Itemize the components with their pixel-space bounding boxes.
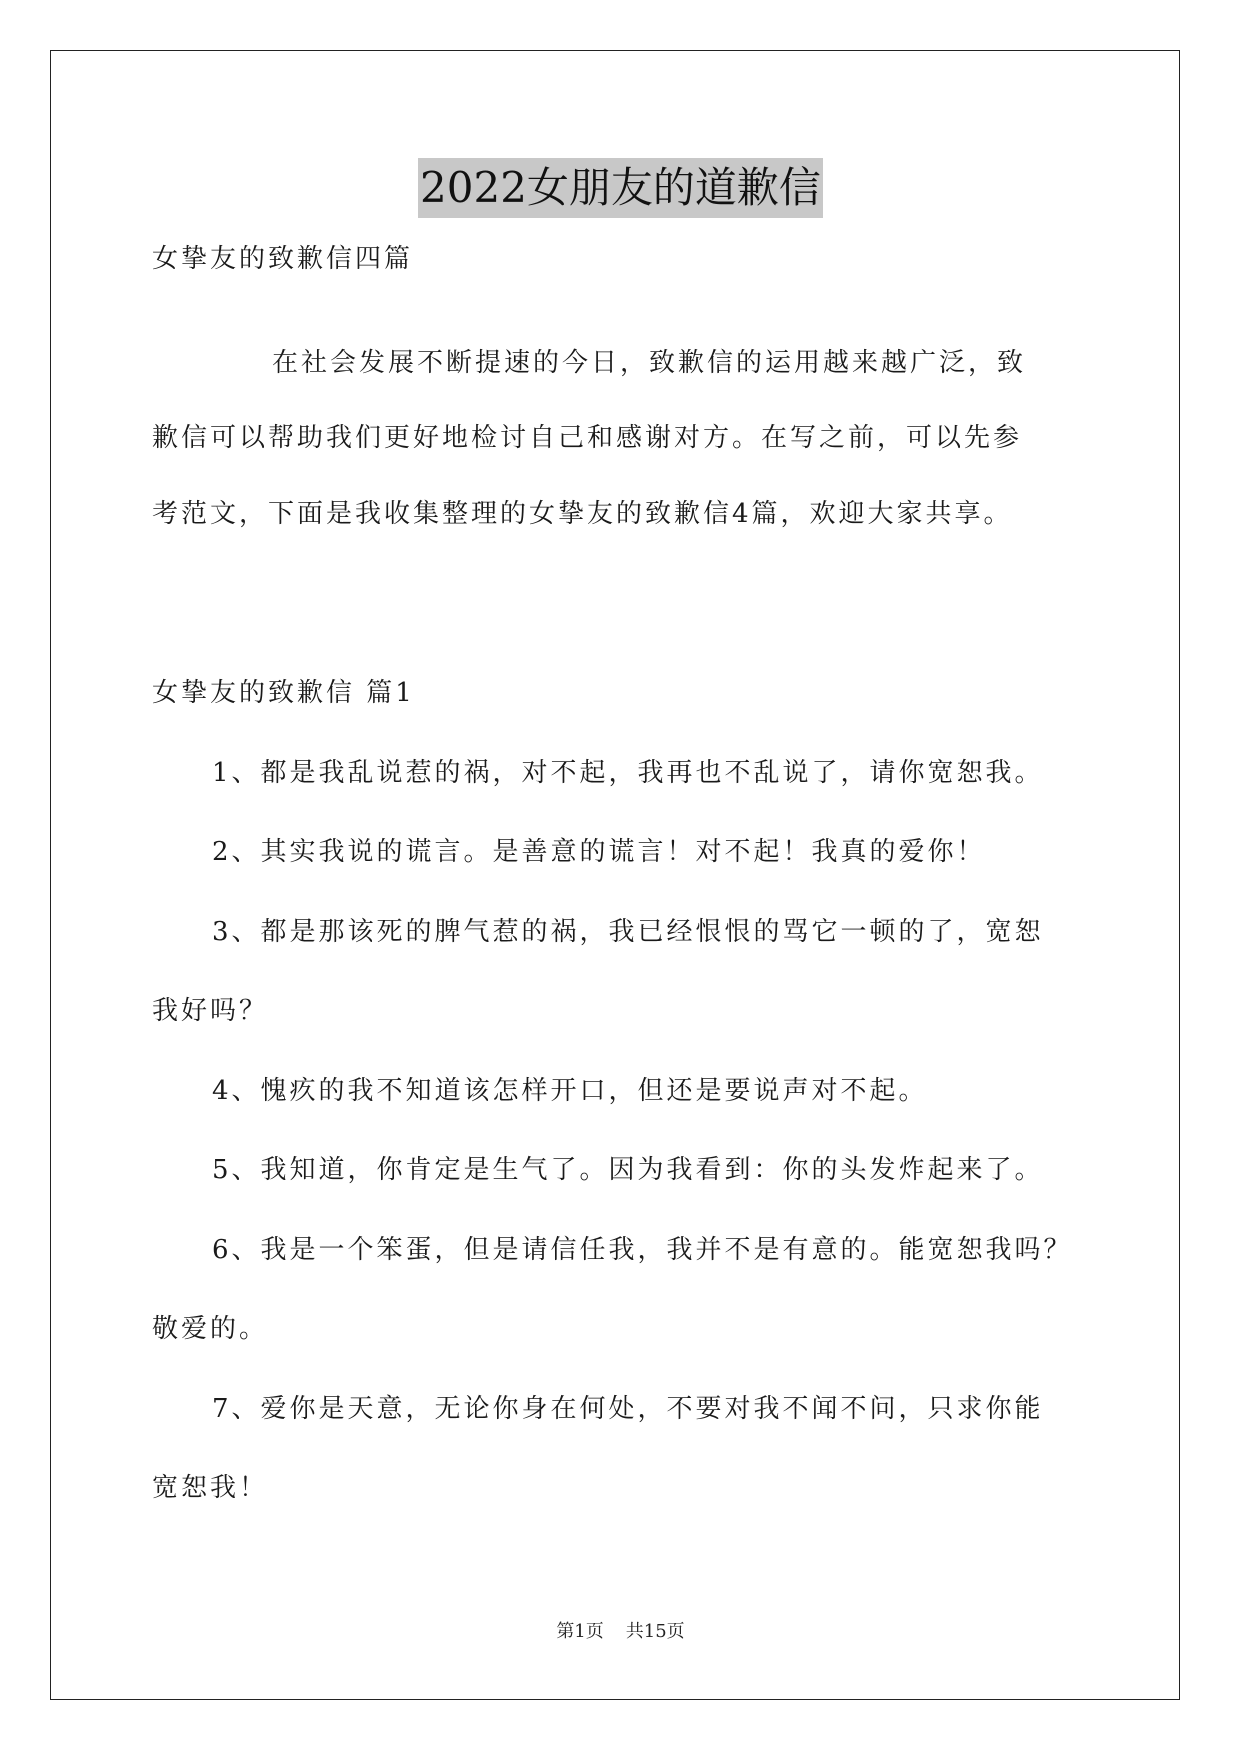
- document-title: 2022女朋友的道歉信: [418, 158, 823, 218]
- list-item-3-continued: 我好吗？: [152, 996, 269, 1026]
- list-item-7-continued: 宽恕我！: [152, 1473, 269, 1503]
- intro-line-2: 歉信可以帮助我们更好地检讨自己和感谢对方。在写之前，可以先参: [152, 423, 1023, 453]
- list-item-6-continued: 敬爱的。: [152, 1314, 269, 1344]
- title-container: [0, 158, 1241, 218]
- subtitle: 女挚友的致歉信四篇: [152, 244, 414, 274]
- section-heading: 女挚友的致歉信 篇1: [152, 678, 415, 708]
- list-item-4: 4、愧疚的我不知道该怎样开口，但还是要说声对不起。: [212, 1076, 928, 1106]
- intro-line-3: 考范文，下面是我收集整理的女挚友的致歉信4篇，欢迎大家共享。: [152, 499, 1013, 529]
- intro-line-1: 在社会发展不断提速的今日，致歉信的运用越来越广泛，致: [272, 348, 1027, 378]
- list-item-3: 3、都是那该死的脾气惹的祸，我已经恨恨的骂它一顿的了，宽恕: [212, 917, 1044, 947]
- list-item-6: 6、我是一个笨蛋，但是请信任我，我并不是有意的。能宽恕我吗？: [212, 1235, 1073, 1265]
- page-total: 共15页: [625, 1621, 685, 1642]
- list-item-1: 1、都是我乱说惹的祸，对不起，我再也不乱说了，请你宽恕我。: [212, 758, 1044, 788]
- list-item-7: 7、爱你是天意，无论你身在何处，不要对我不闻不问，只求你能: [212, 1394, 1044, 1424]
- page-border: [50, 50, 1180, 1700]
- list-item-5: 5、我知道，你肯定是生气了。因为我看到：你的头发炸起来了。: [212, 1155, 1044, 1185]
- page-footer: [0, 1620, 1241, 1644]
- list-item-2: 2、其实我说的谎言。是善意的谎言！对不起！我真的爱你！: [212, 837, 986, 867]
- page-number: 第1页: [556, 1621, 604, 1642]
